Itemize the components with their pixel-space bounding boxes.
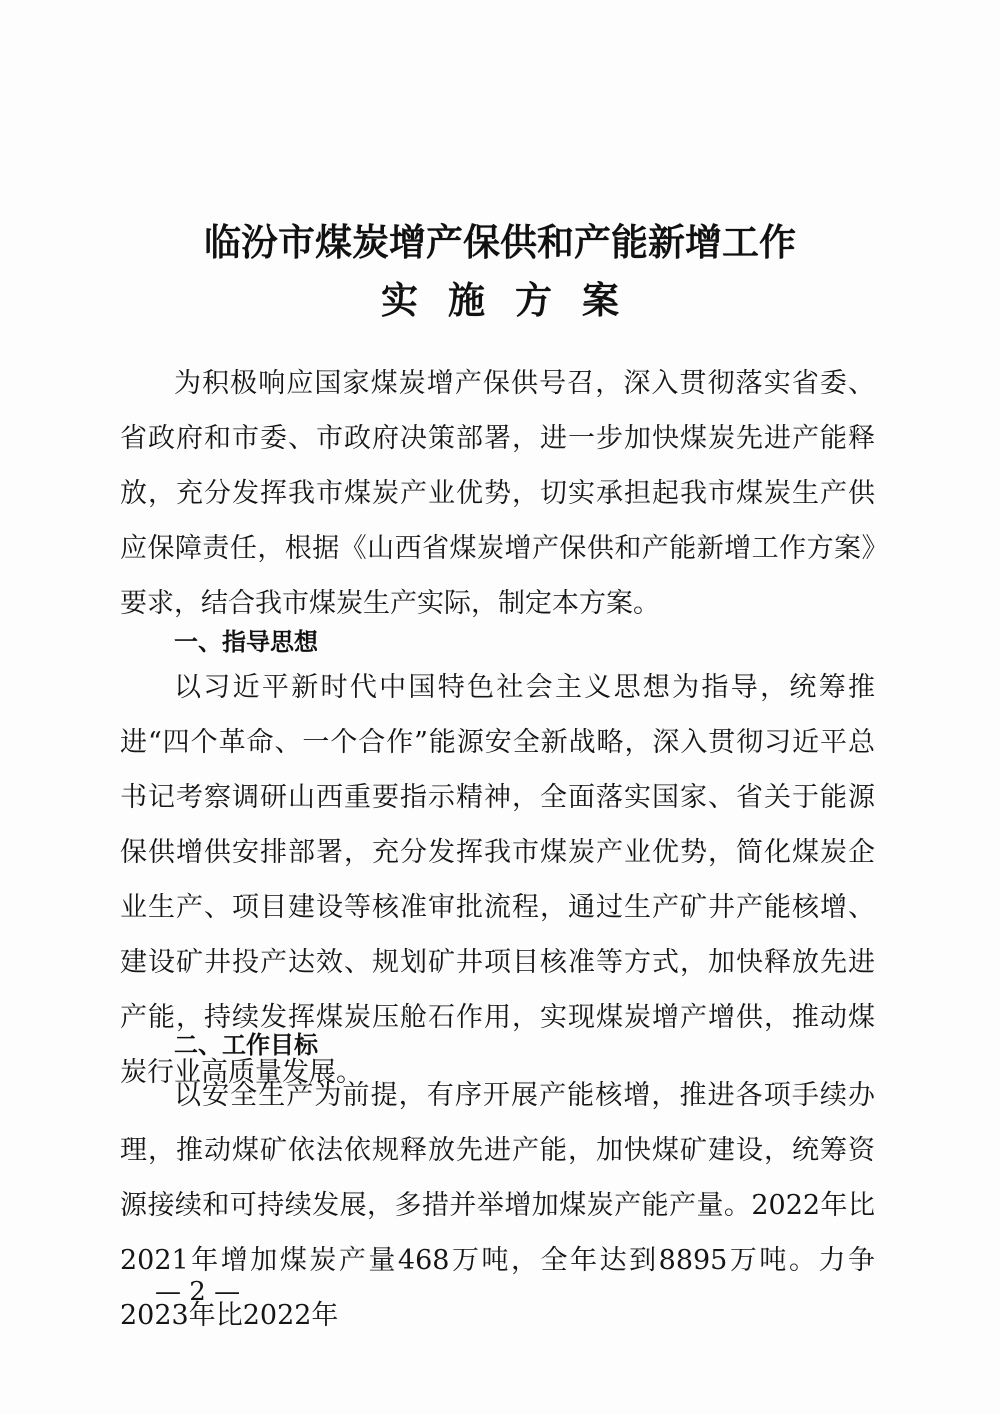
section-body-guiding-thought: 以习近平新时代中国特色社会主义思想为指导，统筹推进“四个革命、一个合作”能源安全新战略，深入贯彻习近平总书记考察调研山西重要指示精神，全面落实国家、省关于能源保供增供安排部署，充分发挥我市煤炭产业优势，简化煤炭企业生产、项目建设等核准审批流程，通过生产矿井产能核增、建设矿井投产达效、规划矿井项目核准等方式，加快释放先进产能，持续发挥煤炭压舱石作用，实现煤炭增产增供，推动煤炭行业高质量发展。	[120, 672, 875, 1088]
section-body-work-goals: 以安全生产为前提，有序开展产能核增，推进各项手续办理，推动煤矿依法依规释放先进产能，加快煤矿建设，统筹资源接续和可持续发展，多措并举增加煤炭产能产量。2022年比2021年增加煤炭产量468万吨，全年达到8895万吨。力争2023年比2022年	[120, 1080, 875, 1331]
document-subtitle: 实施方案	[381, 279, 649, 322]
section-heading-guiding-thought: 一、指导思想	[174, 628, 318, 656]
section-heading-work-goals: 二、工作目标	[174, 1031, 318, 1059]
page-number: — 2 —	[155, 1277, 241, 1307]
document-title: 临汾市煤炭增产保供和产能新增工作	[204, 221, 796, 264]
intro-paragraph: 为积极响应国家煤炭增产保供号召，深入贯彻落实省委、省政府和市委、市政府决策部署，进一步加快煤炭先进产能释放，充分发挥我市煤炭产业优势，切实承担起我市煤炭生产供应保障责任，根据《山西省煤炭增产保供和产能新增工作方案》要求，结合我市煤炭生产实际，制定本方案。	[120, 368, 875, 619]
